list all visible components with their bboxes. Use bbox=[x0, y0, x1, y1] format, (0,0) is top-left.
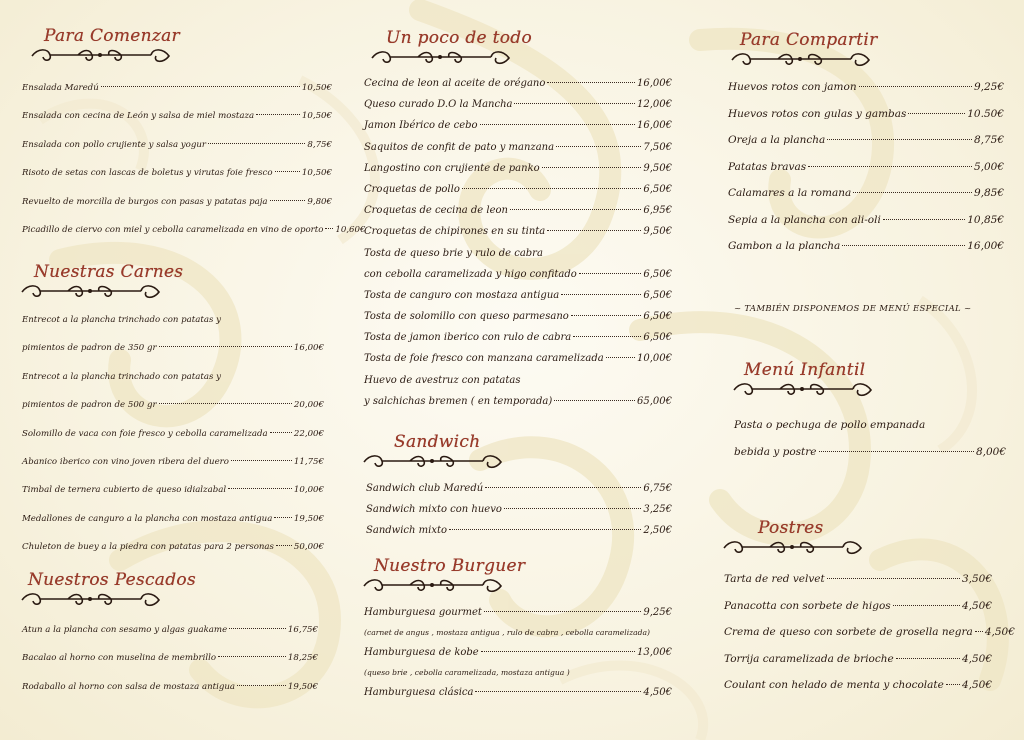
section-title: Menú Infantil bbox=[744, 360, 866, 380]
leader-dots bbox=[542, 167, 642, 168]
item-name: Bacalao al horno con muselina de membrillo bbox=[22, 653, 217, 664]
flourish-divider-icon bbox=[360, 576, 505, 596]
leader-dots bbox=[275, 171, 300, 172]
leader-dots bbox=[946, 684, 960, 685]
item-price: 22,00€ bbox=[293, 428, 324, 439]
item-name: Risoto de setas con lascas de boletus y virutas foie fresco bbox=[22, 168, 273, 179]
item-name: con cebolla caramelizada y higo confitado bbox=[364, 268, 577, 280]
menu-item bbox=[728, 233, 1004, 260]
menu-item bbox=[22, 159, 332, 187]
leader-dots bbox=[561, 294, 641, 295]
item-price: 16,00€ bbox=[637, 120, 672, 132]
menu-item bbox=[364, 602, 672, 623]
section-sandwich bbox=[360, 432, 672, 542]
leader-dots bbox=[573, 336, 641, 337]
menu-item bbox=[22, 391, 324, 419]
item-name: Sepia a la plancha con ali-oli bbox=[728, 213, 881, 226]
item-name: Timbal de ternera cubierto de queso idialzabal bbox=[22, 485, 227, 496]
item-price: 19,50€ bbox=[287, 681, 318, 692]
item-name: Picadillo de ciervo con miel y cebolla caramelizada en vino de oporto bbox=[22, 224, 324, 235]
leader-dots bbox=[256, 114, 300, 115]
flourish-divider-icon bbox=[360, 452, 505, 472]
menu-item bbox=[22, 533, 324, 561]
item-name: pimientos de padron de 500 gr bbox=[22, 400, 157, 411]
item-name: Gambon a la plancha bbox=[728, 240, 841, 252]
leader-dots bbox=[819, 451, 974, 452]
menu-item bbox=[366, 478, 672, 499]
leader-dots bbox=[571, 315, 642, 316]
leader-dots bbox=[859, 86, 972, 87]
menu-item bbox=[366, 520, 672, 541]
leader-dots bbox=[504, 508, 641, 509]
item-price: 50,00€ bbox=[293, 542, 324, 553]
section-title: Un poco de todo bbox=[386, 28, 532, 48]
flourish-divider-icon bbox=[720, 538, 865, 558]
item-price: 16,00€ bbox=[293, 343, 324, 354]
item-name: Tosta de foie fresco con manzana caramelizada bbox=[364, 353, 604, 365]
item-name: Solomillo de vaca con foie fresco y cebolla caramelizada bbox=[22, 428, 268, 439]
menu-item bbox=[364, 243, 672, 264]
section-para-comenzar bbox=[22, 26, 366, 244]
section-title: Postres bbox=[758, 518, 824, 538]
menu-item bbox=[22, 420, 324, 448]
item-price: 10,50€ bbox=[301, 111, 332, 122]
item-name: pimientos de padron de 350 gr bbox=[22, 343, 157, 354]
leader-dots bbox=[893, 605, 960, 606]
item-name: Sandwich club Maredú bbox=[366, 483, 484, 494]
menu-item bbox=[22, 188, 332, 216]
menu-item bbox=[364, 179, 672, 200]
leader-dots bbox=[556, 146, 641, 147]
menu-item bbox=[728, 101, 1004, 128]
item-name: Torrija caramelizada de brioche bbox=[724, 652, 894, 665]
menu-item bbox=[364, 158, 672, 179]
leader-dots bbox=[270, 200, 306, 201]
menu-item bbox=[22, 673, 318, 701]
item-name: Patatas bravas bbox=[728, 160, 807, 173]
item-price: 9,25€ bbox=[973, 81, 1004, 93]
item-name: Rodaballo al horno con salsa de mostaza antigua bbox=[22, 681, 235, 692]
item-name: Ensalada con pollo crujiente y salsa yogur bbox=[22, 139, 206, 150]
item-price: 13,00€ bbox=[637, 647, 672, 659]
section-title: Nuestro Burguer bbox=[374, 556, 526, 576]
item-price: 19,50€ bbox=[293, 513, 324, 524]
menu-item bbox=[734, 412, 1006, 439]
menu-item bbox=[728, 154, 1004, 181]
item-price: 6,50€ bbox=[643, 268, 672, 280]
section-title: Para Comenzar bbox=[44, 26, 180, 46]
item-name: Cecina de leon al aceite de orégano bbox=[364, 78, 546, 89]
item-price: 6,50€ bbox=[643, 289, 672, 301]
menu-item bbox=[364, 221, 672, 242]
item-description: (carnet de angus , mostaza antigua , rulo de cabra , cebolla caramelizada) bbox=[364, 628, 651, 638]
item-name: Sandwich mixto con huevo bbox=[366, 504, 502, 516]
menu-item bbox=[22, 334, 324, 362]
item-name: Entrecot a la plancha trinchado con patatas y bbox=[22, 371, 221, 382]
leader-dots bbox=[159, 346, 292, 347]
leader-dots bbox=[547, 230, 641, 231]
item-name: Langostino con crujiente de panko bbox=[364, 162, 540, 174]
menu-item bbox=[22, 74, 332, 102]
item-name: Pasta o pechuga de pollo empanada bbox=[734, 419, 926, 431]
item-price: 10,50€ bbox=[301, 83, 332, 93]
item-name: Jamon Ibérico de cebo bbox=[364, 120, 478, 132]
item-price: 10,60€ bbox=[335, 224, 366, 235]
leader-dots bbox=[480, 124, 635, 125]
menu-item bbox=[22, 476, 324, 504]
menu-item bbox=[22, 216, 366, 244]
item-name: Croquetas de pollo bbox=[364, 183, 460, 195]
item-name: Medallones de canguro a la plancha con mostaza antigua bbox=[22, 513, 273, 524]
item-price: 10,50€ bbox=[301, 168, 332, 179]
item-price: 8,75€ bbox=[307, 139, 332, 150]
item-name: Croquetas de cecina de leon bbox=[364, 205, 508, 217]
item-name: y salchichas bremen ( en temporada) bbox=[364, 395, 553, 407]
item-name: Revuelto de morcilla de burgos con pasas y patatas paja bbox=[22, 196, 268, 207]
menu-item bbox=[364, 391, 672, 412]
item-price: 3,25€ bbox=[643, 504, 672, 516]
leader-dots bbox=[475, 691, 641, 692]
leader-dots bbox=[237, 685, 286, 686]
item-price: 12,00€ bbox=[637, 99, 672, 111]
item-price: 2,50€ bbox=[643, 525, 672, 537]
item-price: 6,75€ bbox=[643, 483, 672, 494]
item-name: bebida y postre bbox=[734, 445, 817, 458]
item-name: Oreja a la plancha bbox=[728, 134, 826, 146]
item-name: Tosta de jamon iberico con rulo de cabra bbox=[364, 332, 572, 344]
menu-item bbox=[22, 448, 324, 476]
item-name: Sandwich mixto bbox=[366, 525, 447, 537]
item-price: 11,75€ bbox=[293, 456, 324, 467]
item-name: Hamburguesa de kobe bbox=[364, 647, 479, 659]
menu-item bbox=[22, 616, 318, 644]
menu-item bbox=[364, 285, 672, 306]
item-price: 16,00€ bbox=[637, 78, 672, 89]
leader-dots bbox=[896, 658, 960, 659]
item-name: Abanico iberico con vino joven ribera del duero bbox=[22, 456, 229, 467]
leader-dots bbox=[883, 219, 965, 220]
menu-item bbox=[728, 127, 1004, 154]
item-price: 4,50€ bbox=[961, 599, 992, 612]
leader-dots bbox=[481, 651, 635, 652]
menu-item bbox=[728, 180, 1004, 207]
item-price: 5,00€ bbox=[973, 160, 1004, 173]
menu-item bbox=[22, 505, 324, 533]
leader-dots bbox=[159, 403, 292, 404]
item-name: Tosta de canguro con mostaza antigua bbox=[364, 289, 560, 301]
menu-item bbox=[734, 439, 1006, 466]
item-name: Ensalada con cecina de León y salsa de miel mostaza bbox=[22, 111, 255, 122]
leader-dots bbox=[208, 143, 305, 144]
leader-dots bbox=[325, 228, 333, 229]
section-postres bbox=[724, 518, 1015, 699]
menu-item bbox=[724, 566, 992, 593]
leader-dots bbox=[514, 103, 635, 104]
special-menu-note: ~ TAMBIÉN DISPONEMOS DE MENÚ ESPECIAL ~ bbox=[734, 304, 972, 314]
item-name: Panacotta con sorbete de higos bbox=[724, 599, 891, 612]
menu-item bbox=[728, 74, 1004, 101]
leader-dots bbox=[853, 192, 972, 193]
flourish-divider-icon bbox=[730, 380, 875, 400]
menu-item bbox=[22, 644, 318, 672]
leader-dots bbox=[274, 517, 292, 518]
leader-dots bbox=[484, 611, 641, 612]
leader-dots bbox=[485, 487, 641, 488]
item-price: 6,50€ bbox=[643, 332, 672, 344]
item-price: 9,25€ bbox=[643, 607, 672, 618]
leader-dots bbox=[276, 545, 292, 546]
menu-item bbox=[364, 682, 672, 703]
item-price: 6,50€ bbox=[643, 311, 672, 323]
item-price: 16,75€ bbox=[287, 625, 318, 635]
menu-item bbox=[364, 73, 672, 94]
leader-dots bbox=[975, 631, 983, 632]
item-price: 10,00€ bbox=[293, 485, 324, 496]
item-name: Ensalada Maredú bbox=[22, 83, 99, 93]
item-price: 4,50€ bbox=[961, 652, 992, 665]
section-nuestras-carnes bbox=[22, 262, 324, 562]
item-price: 18,25€ bbox=[287, 653, 318, 664]
menu-item bbox=[22, 131, 332, 159]
menu-item bbox=[364, 200, 672, 221]
item-name: Queso curado D.O la Mancha bbox=[364, 99, 513, 111]
leader-dots bbox=[908, 113, 965, 114]
item-name: Chuleton de buey a la piedra con patatas para 2 personas bbox=[22, 542, 274, 553]
leader-dots bbox=[462, 188, 642, 189]
leader-dots bbox=[808, 166, 972, 167]
leader-dots bbox=[510, 209, 641, 210]
item-name: Crema de queso con sorbete de grosella negra bbox=[724, 626, 973, 638]
leader-dots bbox=[606, 357, 635, 358]
item-price: 4,50€ bbox=[643, 687, 672, 699]
section-title: Para Compartir bbox=[740, 30, 878, 50]
section-un-poco-de-todo bbox=[364, 28, 672, 412]
menu-item bbox=[364, 348, 672, 369]
item-price: 10,00€ bbox=[637, 353, 672, 365]
flourish-divider-icon bbox=[368, 48, 513, 68]
section-nuestros-pescados bbox=[22, 570, 318, 701]
item-name: Croquetas de chipirones en su tinta bbox=[364, 226, 546, 238]
item-price: 8,75€ bbox=[973, 134, 1004, 146]
item-name: Huevos rotos con jamon bbox=[728, 81, 857, 93]
item-price: 6,95€ bbox=[643, 205, 672, 217]
item-name: Atun a la plancha con sesamo y algas guakame bbox=[22, 625, 228, 635]
section-title: Sandwich bbox=[394, 432, 481, 452]
flourish-divider-icon bbox=[28, 46, 173, 66]
item-price: 8,00€ bbox=[975, 445, 1006, 458]
item-price: 9,80€ bbox=[307, 196, 332, 207]
leader-dots bbox=[231, 460, 292, 461]
section-title: Nuestros Pescados bbox=[28, 570, 196, 590]
leader-dots bbox=[579, 273, 642, 274]
section-title: Nuestras Carnes bbox=[34, 262, 184, 282]
item-name: Entrecot a la plancha trinchado con patatas y bbox=[22, 315, 221, 325]
leader-dots bbox=[228, 488, 292, 489]
menu-item bbox=[366, 499, 672, 520]
item-name: Huevos rotos con gulas y gambas bbox=[728, 107, 907, 120]
item-price: 9,50€ bbox=[643, 162, 672, 174]
menu-item bbox=[364, 642, 672, 663]
item-price: 10.50€ bbox=[967, 107, 1004, 120]
section-nuestro-burguer bbox=[364, 556, 672, 704]
leader-dots bbox=[842, 245, 965, 246]
item-name: Hamburguesa clásica bbox=[364, 687, 474, 699]
menu-item bbox=[724, 619, 1015, 646]
leader-dots bbox=[827, 139, 972, 140]
item-price: 3,50€ bbox=[961, 573, 992, 585]
menu-item bbox=[364, 306, 672, 327]
menu-item bbox=[364, 370, 672, 391]
leader-dots bbox=[547, 82, 635, 83]
leader-dots bbox=[229, 628, 286, 629]
leader-dots bbox=[270, 432, 292, 433]
menu-item bbox=[724, 646, 992, 673]
leader-dots bbox=[101, 86, 300, 87]
item-price: 16,00€ bbox=[967, 240, 1004, 252]
flourish-divider-icon bbox=[728, 50, 873, 70]
item-price: 4,50€ bbox=[961, 679, 992, 691]
item-name: Calamares a la romana bbox=[728, 187, 852, 199]
item-price: 9,50€ bbox=[643, 226, 672, 238]
item-name: Tosta de solomillo con queso parmesano bbox=[364, 311, 569, 323]
section-menu-infantil bbox=[730, 360, 1006, 465]
menu-item bbox=[364, 94, 672, 115]
item-price: 20,00€ bbox=[293, 400, 324, 411]
item-name: Huevo de avestruz con patatas bbox=[364, 374, 521, 386]
menu-item bbox=[22, 102, 332, 130]
menu-item bbox=[22, 363, 324, 391]
item-name: Tosta de queso brie y rulo de cabra bbox=[364, 247, 543, 259]
item-price: 7,50€ bbox=[643, 141, 672, 153]
item-price: 9,85€ bbox=[973, 187, 1004, 199]
menu-item bbox=[724, 593, 992, 620]
item-price: 10,85€ bbox=[967, 213, 1004, 226]
item-price: 65,00€ bbox=[637, 395, 672, 407]
leader-dots bbox=[218, 656, 286, 657]
menu-item bbox=[22, 306, 324, 334]
item-price: 4,50€ bbox=[984, 626, 1015, 638]
flourish-divider-icon bbox=[18, 282, 163, 302]
item-price: 6,50€ bbox=[643, 183, 672, 195]
item-name: Tarta de red velvet bbox=[724, 573, 825, 585]
item-name: Saquitos de confit de pato y manzana bbox=[364, 141, 555, 153]
menu-item bbox=[364, 264, 672, 285]
item-description: (queso brie , cebolla caramelizada, mostaza antigua ) bbox=[364, 668, 570, 678]
menu-item bbox=[364, 137, 672, 158]
menu-item bbox=[364, 115, 672, 136]
leader-dots bbox=[827, 578, 960, 579]
menu-item bbox=[728, 207, 1004, 234]
item-name: Coulant con helado de menta y chocolate bbox=[724, 679, 944, 691]
section-para-compartir bbox=[728, 30, 1004, 260]
item-name: Hamburguesa gourmet bbox=[364, 607, 482, 618]
flourish-divider-icon bbox=[18, 590, 163, 610]
menu-item bbox=[364, 327, 672, 348]
leader-dots bbox=[449, 529, 641, 530]
menu-item bbox=[724, 672, 992, 699]
leader-dots bbox=[554, 400, 635, 401]
